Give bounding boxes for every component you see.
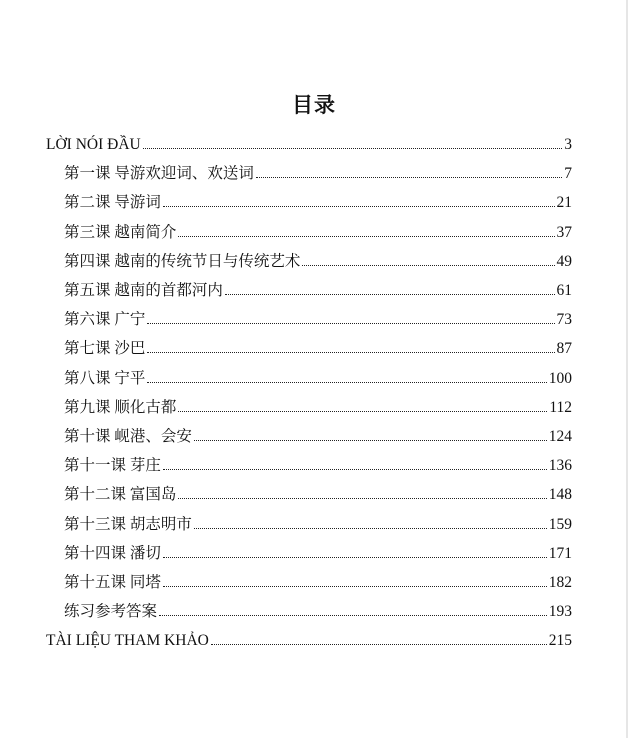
toc-entry-page-number: 49: [556, 252, 572, 270]
toc-entry[interactable]: [64, 337, 572, 361]
toc-entry-page-number: 61: [556, 282, 572, 299]
toc-entry[interactable]: [64, 483, 572, 507]
toc-entry[interactable]: [64, 162, 572, 186]
toc-entry-label: 第七课 沙巴: [64, 340, 146, 358]
toc-leader-dots: [147, 323, 554, 324]
toc-leader-dots: [147, 352, 554, 353]
toc-entry[interactable]: [64, 542, 572, 566]
toc-entry-label: 练习参考答案: [64, 603, 158, 621]
toc-entry-page-number: 21: [556, 194, 572, 212]
toc-entry-page-number: 37: [556, 223, 572, 241]
toc-entry-page-number: 215: [548, 632, 572, 650]
toc-entry-page-number: 182: [548, 574, 572, 591]
toc-leader-dots: [143, 148, 563, 149]
toc-leader-dots: [178, 498, 546, 499]
toc-entry[interactable]: [64, 600, 572, 624]
toc-leader-dots: [194, 440, 547, 441]
toc-entry-label: 第五课 越南的首都河内: [64, 282, 223, 299]
toc-leader-dots: [159, 615, 547, 616]
toc-entry[interactable]: [64, 454, 572, 478]
toc-entry[interactable]: [64, 425, 572, 449]
toc-entry-page-number: 193: [548, 603, 572, 621]
toc-entry-page-number: 112: [549, 398, 572, 416]
toc-entry-page-number: 171: [548, 544, 572, 562]
toc-entry-label: TÀI LIỆU THAM KHẢO: [46, 632, 209, 650]
toc-entry-label: 第十三课 胡志明市: [64, 515, 192, 533]
toc-entry-label: 第八课 宁平: [64, 369, 146, 387]
toc-entry-label: LỜI NÓI ĐẦU: [46, 136, 141, 153]
toc-entry-label: 第十课 岘港、会安: [64, 428, 192, 445]
toc-entry-label: 第四课 越南的传统节日与传统艺术: [64, 252, 301, 270]
toc-leader-dots: [163, 586, 547, 587]
toc-entry[interactable]: [64, 279, 572, 303]
toc-entry-label: 第九课 顺化古都: [64, 398, 177, 416]
toc-entry[interactable]: [64, 250, 572, 274]
toc-entry[interactable]: [46, 629, 572, 653]
toc-entry[interactable]: [64, 191, 572, 215]
toc-entry[interactable]: [64, 367, 572, 391]
toc-leader-dots: [302, 265, 554, 266]
toc-entry-label: 第十五课 同塔: [64, 574, 161, 591]
toc-entry-label: 第一课 导游欢迎词、欢送词: [64, 165, 254, 183]
toc-entry-label: 第十二课 富国岛: [64, 486, 177, 504]
toc-entry-page-number: 100: [548, 369, 572, 387]
toc-entry-label: 第十一课 芽庄: [64, 457, 161, 475]
toc-leader-dots: [225, 294, 555, 295]
toc-leader-dots: [178, 411, 547, 412]
toc-entry-page-number: 136: [548, 457, 572, 475]
toc-entry-page-number: 73: [556, 311, 572, 329]
toc-entry[interactable]: [64, 308, 572, 332]
toc-leader-dots: [178, 236, 554, 237]
toc-entry-page-number: 124: [548, 428, 572, 445]
toc-entry[interactable]: [64, 513, 572, 537]
toc-entry-page-number: 87: [556, 340, 572, 358]
toc-leader-dots: [211, 644, 547, 645]
toc-entry-label: 第三课 越南简介: [64, 223, 177, 241]
toc-entry-label: 第二课 导游词: [64, 194, 161, 212]
toc-entry-page-number: 159: [548, 515, 572, 533]
toc-entry[interactable]: [46, 133, 572, 157]
toc-leader-dots: [147, 382, 546, 383]
toc-entry[interactable]: [64, 396, 572, 420]
toc-entry-page-number: 3: [564, 136, 572, 153]
toc-leader-dots: [163, 206, 555, 207]
toc-entry-page-number: 148: [548, 486, 572, 504]
toc-leader-dots: [163, 469, 547, 470]
toc-entry[interactable]: [64, 221, 572, 245]
toc-entry-page-number: 7: [564, 165, 572, 183]
toc-entry-label: 第十四课 潘切: [64, 544, 161, 562]
toc-leader-dots: [163, 557, 547, 558]
toc-leader-dots: [194, 528, 547, 529]
toc-entry[interactable]: [64, 571, 572, 595]
toc-leader-dots: [256, 177, 562, 178]
toc-entry-label: 第六课 广宁: [64, 311, 146, 329]
toc-title: 目录: [292, 93, 336, 117]
